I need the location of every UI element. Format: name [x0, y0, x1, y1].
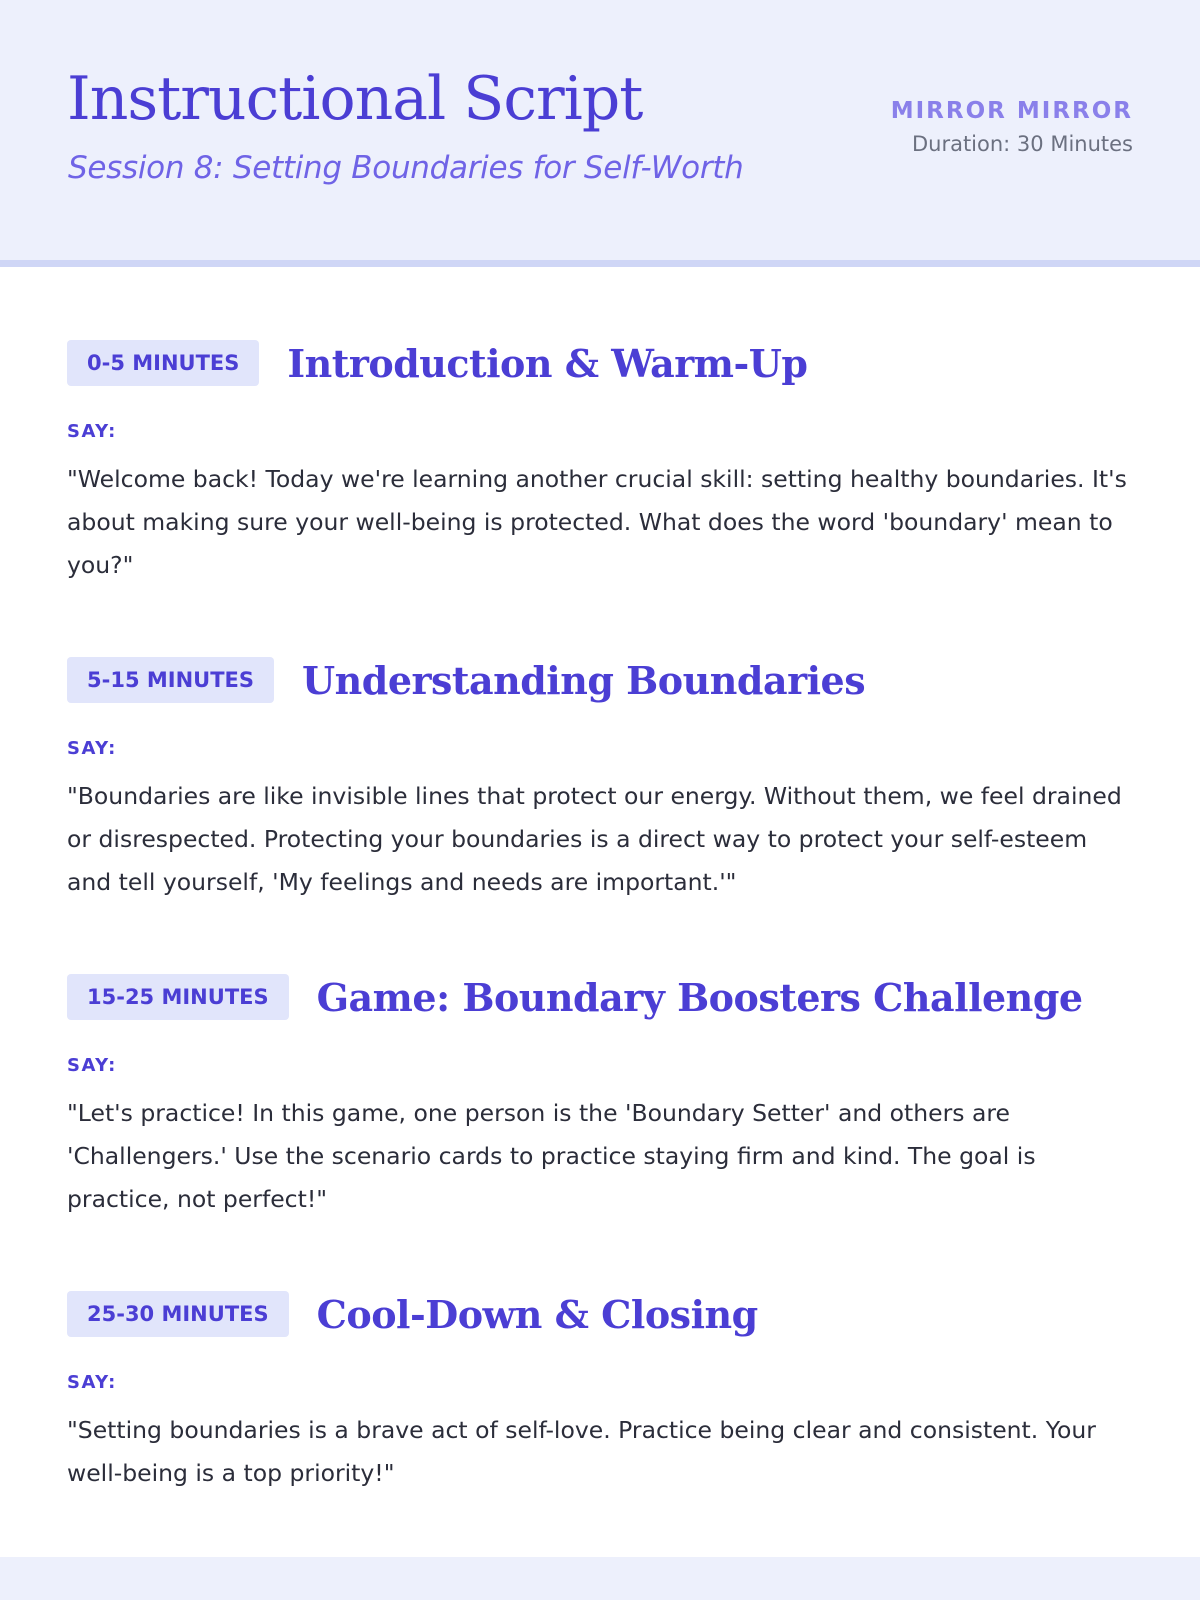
- script-text: "Boundaries are like invisible lines that protect our energy. Without them, we feel drained or disrespected. Protecting your boundaries is a direct way to protect your self-esteem and tell yourself, 'My feelings and needs are important.'": [67, 782, 1122, 896]
- section-understanding: [67, 652, 1133, 904]
- script-text: "Welcome back! Today we're learning another crucial skill: setting healthy boundaries. It's about making sure your well-being is protected. What does the word 'boundary' mean to you?": [67, 465, 1127, 579]
- say-label: SAY:: [67, 1372, 117, 1393]
- section-title: Introduction & Warm-Up: [287, 340, 808, 386]
- section-game: [67, 969, 1133, 1221]
- brand-name: MIRROR MIRROR: [890, 98, 1133, 124]
- section-title: Game: Boundary Boosters Challenge: [316, 974, 1083, 1020]
- session-subtitle: Session 8: Setting Boundaries for Self-Worth: [68, 150, 744, 186]
- say-label: SAY:: [67, 738, 117, 759]
- section-title: Cool-Down & Closing: [316, 1291, 758, 1337]
- time-badge: 5-15 MINUTES: [67, 657, 274, 703]
- time-badge: 0-5 MINUTES: [67, 340, 259, 386]
- script-text: "Setting boundaries is a brave act of self-love. Practice being clear and consistent. Your well-being is a top priority!": [67, 1416, 1096, 1487]
- session-duration: Duration: 30 Minutes: [911, 132, 1133, 156]
- page-header: [0, 0, 1200, 262]
- time-badge: 25-30 MINUTES: [67, 1291, 289, 1337]
- say-label: SAY:: [67, 421, 117, 442]
- header-divider: [0, 260, 1200, 267]
- page-footer: [0, 1557, 1200, 1600]
- section-title: Understanding Boundaries: [302, 657, 866, 703]
- time-badge: 15-25 MINUTES: [67, 974, 289, 1020]
- say-label: SAY:: [67, 1055, 117, 1076]
- script-text: "Let's practice! In this game, one person is the 'Boundary Setter' and others are 'Challengers.' Use the scenario cards to practice staying firm and kind. The goal is practice, not perfect!": [67, 1099, 1036, 1213]
- section-closing: [67, 1286, 1133, 1495]
- section-introduction: [67, 335, 1133, 587]
- page-title: Instructional Script: [67, 64, 643, 134]
